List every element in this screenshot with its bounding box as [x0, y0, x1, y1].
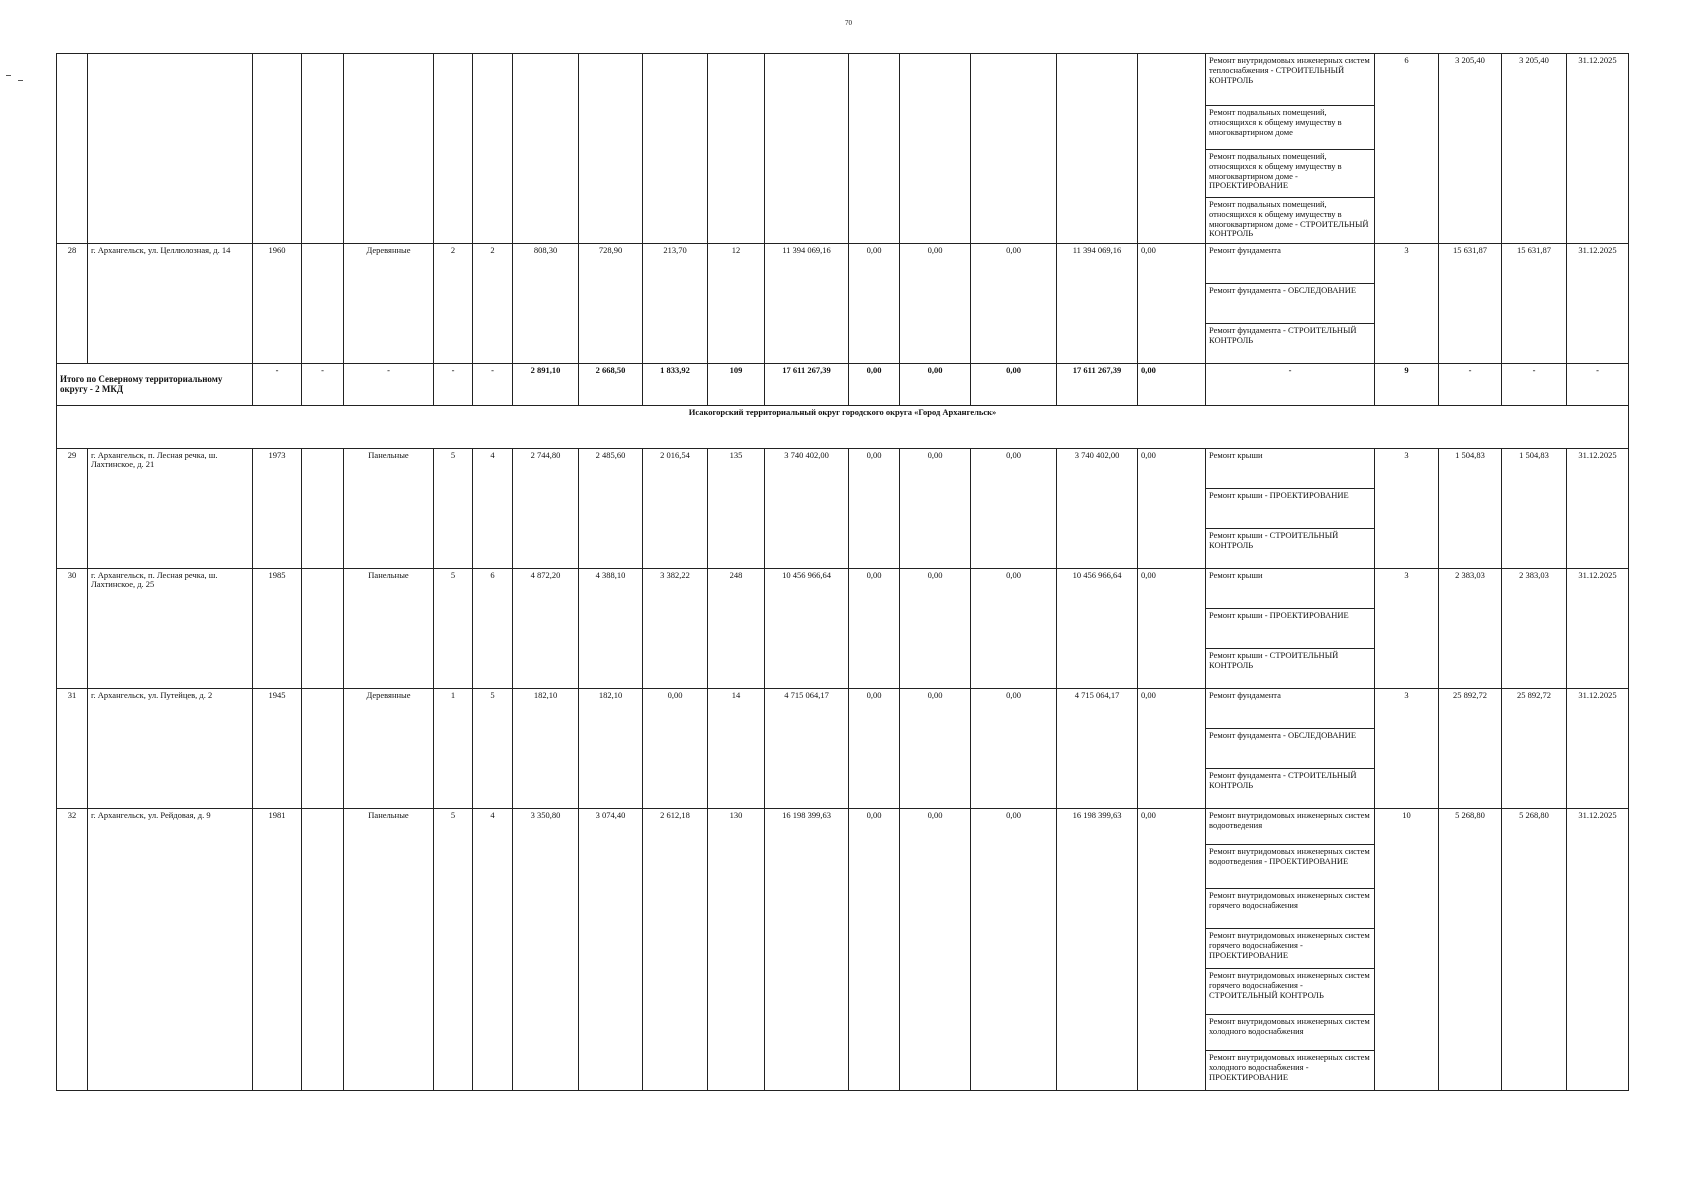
table-row: [57, 244, 1629, 284]
work-cost-limit: 5 268,80: [1502, 809, 1567, 1091]
completion-date: 31.12.2025: [1567, 244, 1629, 364]
work-count: 3: [1375, 449, 1439, 569]
subtotal-area-res: 1 833,92: [643, 364, 708, 406]
living-area: 182,10: [579, 689, 643, 809]
residential-area: 0,00: [643, 689, 708, 809]
fund-owners: 10 456 966,64: [1057, 569, 1138, 689]
completion-date: 31.12.2025: [1567, 54, 1629, 244]
commission-year: [302, 244, 344, 364]
fund-regional: 0,00: [900, 244, 971, 364]
work-item: Ремонт внутридомовых инженерных систем холодного водоснабжения: [1206, 1015, 1375, 1051]
fund-federal: 0,00: [849, 569, 900, 689]
address-cell: г. Архангельск, ул. Путейцев, д. 2: [88, 689, 253, 809]
empty-cell: [900, 54, 971, 244]
build-year: 1985: [253, 569, 302, 689]
work-cost-limit: 1 504,83: [1502, 449, 1567, 569]
empty-cell: [1138, 54, 1206, 244]
completion-date: 31.12.2025: [1567, 449, 1629, 569]
work-item: Ремонт фундамента - ОБСЛЕДОВАНИЕ: [1206, 729, 1375, 769]
row-number: 31: [57, 689, 88, 809]
residential-area: 213,70: [643, 244, 708, 364]
fund-other: 0,00: [1138, 689, 1206, 809]
total-cost: 16 198 399,63: [765, 809, 849, 1091]
subtotal-fund-regional: 0,00: [900, 364, 971, 406]
residents-count: 12: [708, 244, 765, 364]
entrances-count: 4: [473, 809, 513, 1091]
entrances-count: 5: [473, 689, 513, 809]
work-item: Ремонт внутридомовых инженерных систем водоотведения - ПРОЕКТИРОВАНИЕ: [1206, 845, 1375, 889]
total-area: 4 872,20: [513, 569, 579, 689]
work-cost: 5 268,80: [1439, 809, 1502, 1091]
residents-count: 130: [708, 809, 765, 1091]
work-item: Ремонт внутридомовых инженерных систем теплоснабжения - СТРОИТЕЛЬНЫЙ КОНТРОЛЬ: [1206, 54, 1375, 106]
commission-year: [302, 689, 344, 809]
subtotal-fund-local: 0,00: [971, 364, 1057, 406]
fund-local: 0,00: [971, 449, 1057, 569]
scan-mark: [6, 75, 11, 76]
address-cell: г. Архангельск, ул. Целлюлозная, д. 14: [88, 244, 253, 364]
fund-other: 0,00: [1138, 569, 1206, 689]
fund-local: 0,00: [971, 569, 1057, 689]
work-count: 10: [1375, 809, 1439, 1091]
completion-date: 31.12.2025: [1567, 569, 1629, 689]
dash-cell: -: [1439, 364, 1502, 406]
work-cost: 1 504,83: [1439, 449, 1502, 569]
district-heading: Исакогорский территориальный округ городского округа «Город Архангельск»: [57, 406, 1629, 449]
commission-year: [302, 449, 344, 569]
total-cost: 4 715 064,17: [765, 689, 849, 809]
fund-local: 0,00: [971, 244, 1057, 364]
fund-local: 0,00: [971, 689, 1057, 809]
address-cell: г. Архангельск, ул. Рейдовая, д. 9: [88, 809, 253, 1091]
work-item: Ремонт фундамента - СТРОИТЕЛЬНЫЙ КОНТРОЛЬ: [1206, 769, 1375, 809]
build-year: 1960: [253, 244, 302, 364]
subtotal-fund-owners: 17 611 267,39: [1057, 364, 1138, 406]
work-item: Ремонт крыши: [1206, 569, 1375, 609]
address-cell: г. Архангельск, п. Лесная речка, ш. Лахтинское, д. 21: [88, 449, 253, 569]
work-count: 6: [1375, 54, 1439, 244]
work-cost-limit: 15 631,87: [1502, 244, 1567, 364]
work-count: 3: [1375, 569, 1439, 689]
residents-count: 248: [708, 569, 765, 689]
subtotal-fund-other: 0,00: [1138, 364, 1206, 406]
subtotal-label: Итого по Северному территориальному округу - 2 МКД: [57, 364, 253, 406]
work-cost-limit: 3 205,40: [1502, 54, 1567, 244]
empty-cell: [473, 54, 513, 244]
work-item: Ремонт фундамента: [1206, 689, 1375, 729]
fund-local: 0,00: [971, 809, 1057, 1091]
empty-cell: [765, 54, 849, 244]
total-area: 182,10: [513, 689, 579, 809]
fund-other: 0,00: [1138, 244, 1206, 364]
completion-date: 31.12.2025: [1567, 809, 1629, 1091]
empty-cell: [643, 54, 708, 244]
floors-count: 5: [434, 809, 473, 1091]
living-area: 4 388,10: [579, 569, 643, 689]
fund-other: 0,00: [1138, 449, 1206, 569]
dash-cell: -: [1502, 364, 1567, 406]
work-item: Ремонт крыши - СТРОИТЕЛЬНЫЙ КОНТРОЛЬ: [1206, 529, 1375, 569]
empty-cell: [579, 54, 643, 244]
fund-federal: 0,00: [849, 689, 900, 809]
work-item: Ремонт крыши - ПРОЕКТИРОВАНИЕ: [1206, 609, 1375, 649]
residents-count: 135: [708, 449, 765, 569]
living-area: 2 485,60: [579, 449, 643, 569]
work-item: Ремонт крыши: [1206, 449, 1375, 489]
total-cost: 11 394 069,16: [765, 244, 849, 364]
dash-cell: -: [1206, 364, 1375, 406]
fund-other: 0,00: [1138, 809, 1206, 1091]
fund-owners: 4 715 064,17: [1057, 689, 1138, 809]
work-item: Ремонт внутридомовых инженерных систем водоотведения: [1206, 809, 1375, 845]
empty-cell: [302, 54, 344, 244]
table-row: [57, 809, 1629, 845]
entrances-count: 6: [473, 569, 513, 689]
living-area: 728,90: [579, 244, 643, 364]
table-row: [57, 569, 1629, 609]
work-item: Ремонт крыши - ПРОЕКТИРОВАНИЕ: [1206, 489, 1375, 529]
residential-area: 2 612,18: [643, 809, 708, 1091]
work-item: Ремонт внутридомовых инженерных систем горячего водоснабжения - СТРОИТЕЛЬНЫЙ КОНТРОЛЬ: [1206, 969, 1375, 1015]
work-cost: 2 383,03: [1439, 569, 1502, 689]
wall-material: Деревянные: [344, 244, 434, 364]
build-year: 1981: [253, 809, 302, 1091]
empty-cell: [513, 54, 579, 244]
subtotal-residents: 109: [708, 364, 765, 406]
floors-count: 2: [434, 244, 473, 364]
commission-year: [302, 569, 344, 689]
work-count: 3: [1375, 689, 1439, 809]
subtotal-area-total: 2 891,10: [513, 364, 579, 406]
subtotal-area-living: 2 668,50: [579, 364, 643, 406]
address-cell: г. Архангельск, п. Лесная речка, ш. Лахтинское, д. 25: [88, 569, 253, 689]
work-item: Ремонт подвальных помещений, относящихся к общему имуществу в многоквартирном доме - ПРОЕКТИРОВАНИЕ: [1206, 150, 1375, 198]
empty-cell: [253, 54, 302, 244]
empty-cell: [88, 54, 253, 244]
wall-material: Панельные: [344, 569, 434, 689]
dash-cell: -: [302, 364, 344, 406]
dash-cell: -: [253, 364, 302, 406]
work-item: Ремонт подвальных помещений, относящихся к общему имуществу в многоквартирном доме - СТРОИТЕЛЬНЫЙ КОНТРОЛЬ: [1206, 198, 1375, 244]
dash-cell: -: [1567, 364, 1629, 406]
work-item: Ремонт крыши - СТРОИТЕЛЬНЫЙ КОНТРОЛЬ: [1206, 649, 1375, 689]
wall-material: Панельные: [344, 809, 434, 1091]
entrances-count: 2: [473, 244, 513, 364]
table-row: [57, 689, 1629, 729]
work-item: Ремонт внутридомовых инженерных систем горячего водоснабжения: [1206, 889, 1375, 929]
dash-cell: -: [344, 364, 434, 406]
empty-cell: [971, 54, 1057, 244]
work-cost-limit: 2 383,03: [1502, 569, 1567, 689]
floors-count: 5: [434, 569, 473, 689]
page-number: 70: [845, 19, 852, 27]
total-area: 3 350,80: [513, 809, 579, 1091]
empty-cell: [434, 54, 473, 244]
work-item: Ремонт фундамента - ОБСЛЕДОВАНИЕ: [1206, 284, 1375, 324]
fund-owners: 3 740 402,00: [1057, 449, 1138, 569]
fund-regional: 0,00: [900, 809, 971, 1091]
work-cost: 25 892,72: [1439, 689, 1502, 809]
fund-owners: 16 198 399,63: [1057, 809, 1138, 1091]
residential-area: 3 382,22: [643, 569, 708, 689]
empty-cell: [57, 54, 88, 244]
work-item: Ремонт внутридомовых инженерных систем холодного водоснабжения - ПРОЕКТИРОВАНИЕ: [1206, 1051, 1375, 1091]
empty-cell: [849, 54, 900, 244]
fund-regional: 0,00: [900, 689, 971, 809]
row-number: 29: [57, 449, 88, 569]
empty-cell: [1057, 54, 1138, 244]
total-area: 2 744,80: [513, 449, 579, 569]
subtotal-row: [57, 364, 1629, 406]
completion-date: 31.12.2025: [1567, 689, 1629, 809]
subtotal-fund-federal: 0,00: [849, 364, 900, 406]
work-count: 3: [1375, 244, 1439, 364]
subtotal-count: 9: [1375, 364, 1439, 406]
work-item: Ремонт внутридомовых инженерных систем горячего водоснабжения - ПРОЕКТИРОВАНИЕ: [1206, 929, 1375, 969]
work-cost: 15 631,87: [1439, 244, 1502, 364]
work-cost: 3 205,40: [1439, 54, 1502, 244]
total-area: 808,30: [513, 244, 579, 364]
wall-material: Деревянные: [344, 689, 434, 809]
work-item: Ремонт подвальных помещений, относящихся к общему имуществу в многоквартирном доме: [1206, 106, 1375, 150]
floors-count: 1: [434, 689, 473, 809]
fund-regional: 0,00: [900, 449, 971, 569]
total-cost: 3 740 402,00: [765, 449, 849, 569]
subtotal-cost-total: 17 611 267,39: [765, 364, 849, 406]
table-body: [57, 54, 1629, 1091]
residential-area: 2 016,54: [643, 449, 708, 569]
empty-cell: [344, 54, 434, 244]
dash-cell: -: [434, 364, 473, 406]
district-heading-row: [57, 406, 1629, 449]
residents-count: 14: [708, 689, 765, 809]
row-number: 32: [57, 809, 88, 1091]
entrances-count: 4: [473, 449, 513, 569]
table-row: [57, 449, 1629, 489]
fund-regional: 0,00: [900, 569, 971, 689]
commission-year: [302, 809, 344, 1091]
row-number: 30: [57, 569, 88, 689]
living-area: 3 074,40: [579, 809, 643, 1091]
build-year: 1973: [253, 449, 302, 569]
fund-federal: 0,00: [849, 449, 900, 569]
floors-count: 5: [434, 449, 473, 569]
fund-owners: 11 394 069,16: [1057, 244, 1138, 364]
wall-material: Панельные: [344, 449, 434, 569]
table-row: [57, 54, 1629, 106]
empty-cell: [708, 54, 765, 244]
work-cost-limit: 25 892,72: [1502, 689, 1567, 809]
row-number: 28: [57, 244, 88, 364]
scan-mark: [18, 80, 23, 81]
work-item: Ремонт фундамента: [1206, 244, 1375, 284]
dash-cell: -: [473, 364, 513, 406]
total-cost: 10 456 966,64: [765, 569, 849, 689]
fund-federal: 0,00: [849, 809, 900, 1091]
work-item: Ремонт фундамента - СТРОИТЕЛЬНЫЙ КОНТРОЛЬ: [1206, 324, 1375, 364]
repair-program-table: [56, 53, 1629, 1091]
build-year: 1945: [253, 689, 302, 809]
fund-federal: 0,00: [849, 244, 900, 364]
